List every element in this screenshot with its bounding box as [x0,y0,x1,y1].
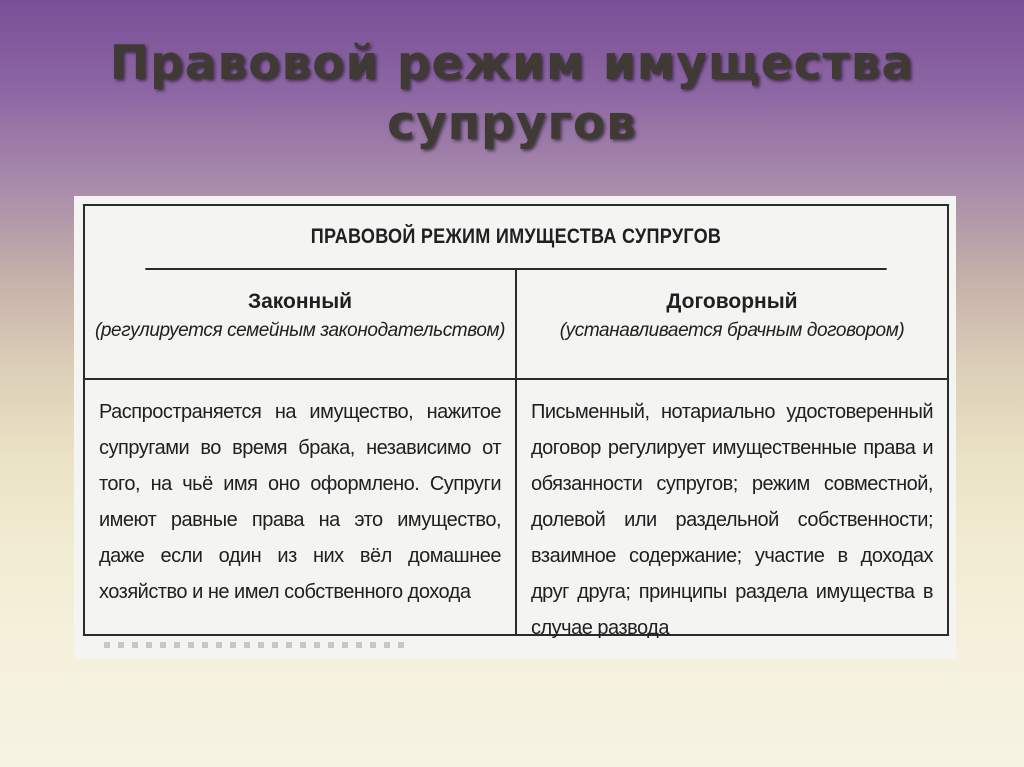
scanned-table-image [74,196,956,659]
column-header-legal [85,270,517,380]
column-subtitle-legal: (регулируется семейным законодательством) [94,320,506,341]
property-regime-table [83,204,949,639]
column-subtitle-contractual: (устанавливается брачным договором) [559,320,905,341]
table-header: ПРАВОВОЙ РЕЖИМ ИМУЩЕСТВА СУПРУГОВ [145,206,886,270]
column-title-legal: Законный [247,290,353,313]
column-header-contractual [517,270,947,380]
column-body-contractual: Письменный, нотариально удостоверенный договор регулирует имущественные права и обязанности супругов; режим совместной, долевой или раздельной собственности; взаимное содержание; участие в доходах друг друга; принципы раздела имущества в случае развода [531,401,933,639]
cropped-text-remnant [104,642,404,648]
slide-title-line-1: Правовой режим имущества [109,36,915,91]
column-title-contractual: Договорный [666,290,798,313]
slide-title [0,34,1024,154]
slide-title-line-2: супругов [387,96,637,151]
column-body-legal: Распространяется на имущество, нажитое супругами во время брака, независимо от того, на чьё имя оно оформлено. Супруги имеют равные права на это имущество, даже если один из них вёл домашнее хозяйство и не имел собственного дохода [85,380,517,634]
